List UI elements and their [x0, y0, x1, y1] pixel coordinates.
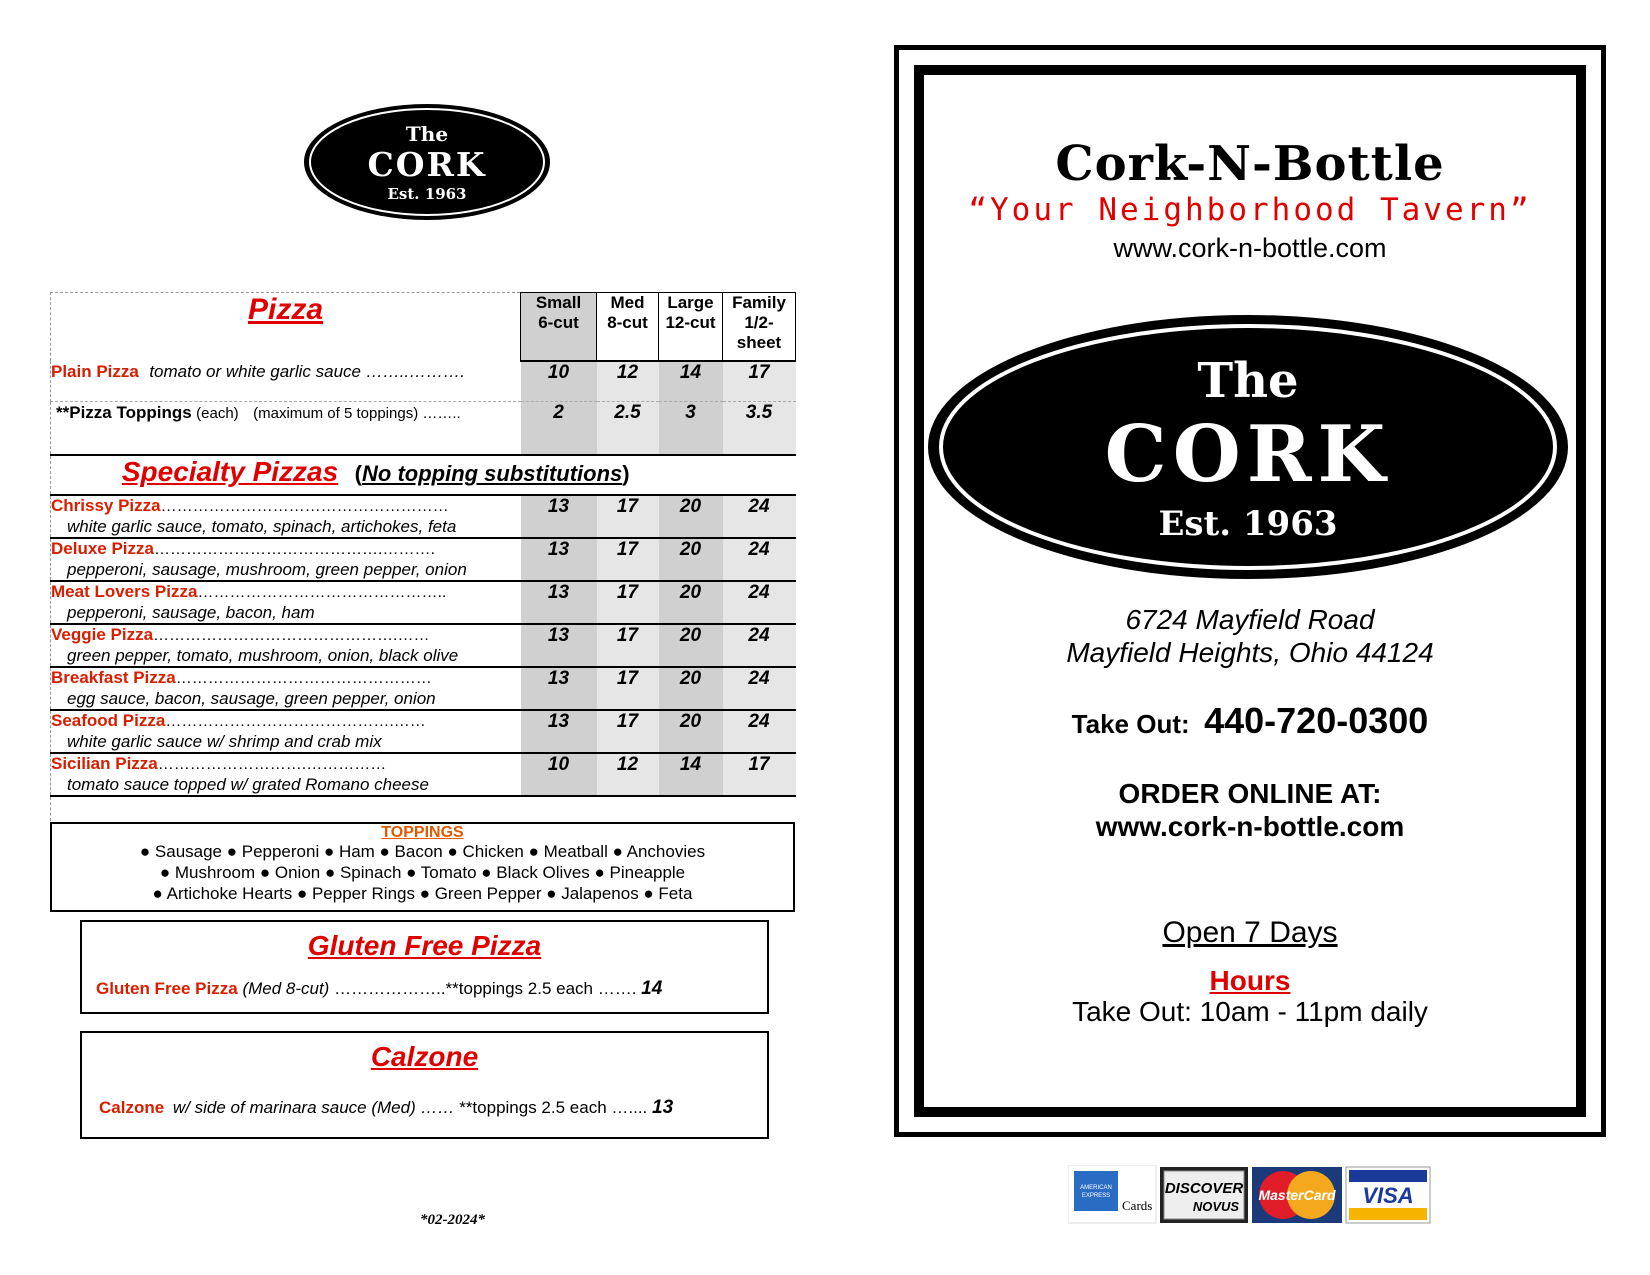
logo-large-cork: CORK [1104, 409, 1392, 500]
website-link[interactable]: www.cork-n-bottle.com [1113, 233, 1387, 263]
specialty-price-family: 24 [723, 538, 796, 581]
order-online [920, 777, 1580, 843]
gluten-free-title: Gluten Free Pizza [307, 930, 542, 961]
phone-number[interactable]: 440-720-0300 [1204, 700, 1429, 741]
specialty-note: (No topping substitutions) [354, 461, 630, 486]
specialty-item-name: Sicilian Pizza [51, 754, 158, 773]
specialty-price-family: 24 [723, 624, 796, 667]
specialty-item-desc: egg sauce, bacon, sausage, green pepper, onion [67, 689, 436, 708]
specialty-item-dots: …………………………………….………. [154, 541, 435, 558]
plain-price-large: 14 [659, 361, 723, 402]
the-cork-logo-small [302, 102, 552, 222]
specialty-item-desc: green pepper, tomato, mushroom, onion, black olive [67, 646, 459, 665]
the-cork-logo-large [926, 313, 1570, 581]
toppings-price-med: 2.5 [597, 402, 659, 456]
tagline: “Your Neighborhood Tavern” [968, 192, 1532, 228]
specialty-price-med: 17 [597, 538, 659, 581]
gluten-free-rest: ………………..**toppings 2.5 each ……. [334, 979, 637, 998]
toppings-max: (maximum of 5 toppings) …….. [253, 405, 461, 422]
specialty-price-large: 20 [659, 624, 723, 667]
open-days: Open 7 Days [1162, 916, 1338, 949]
calzone-desc: w/ side of marinara sauce (Med) …… [172, 1098, 455, 1117]
spacer-row [51, 796, 796, 821]
specialty-price-small: 10 [521, 753, 597, 796]
address [920, 603, 1580, 669]
svg-text:NOVUS: NOVUS [1192, 1199, 1240, 1214]
specialty-price-med: 17 [597, 667, 659, 710]
specialty-item-desc: white garlic sauce, tomato, spinach, artichokes, feta [67, 517, 457, 536]
toppings-price-large: 3 [659, 402, 723, 456]
toppings-each: (each) [196, 405, 239, 422]
hours-title: Hours [1209, 965, 1291, 996]
specialty-item-name: Meat Lovers Pizza [51, 582, 198, 601]
specialty-item-dots: ……………………………………….…… [153, 627, 430, 644]
specialty-item-dots: ……………………….…………… [157, 756, 387, 773]
specialty-item-dots: ……………………………………….. [197, 584, 447, 601]
specialty-item-row [51, 667, 796, 710]
svg-text:DISCOVER: DISCOVER [1164, 1180, 1244, 1197]
svg-text:VISA: VISA [1362, 1183, 1414, 1208]
calzone-title: Calzone [370, 1041, 479, 1072]
specialty-item-dots: …………………………………….…… [165, 713, 426, 730]
specialty-item-desc: tomato sauce topped w/ grated Romano cheese [67, 775, 429, 794]
specialty-item-dots: ………………………………………… [175, 670, 432, 687]
specialty-item-name: Breakfast Pizza [51, 668, 176, 687]
svg-text:EXPRESS: EXPRESS [1081, 1193, 1111, 1199]
calzone-line [99, 1097, 767, 1119]
toppings-price-small: 2 [521, 402, 597, 456]
toppings-title: TOPPINGS [381, 824, 464, 841]
calzone-name: Calzone [99, 1098, 165, 1117]
plain-pizza-desc: tomato or white garlic sauce ……..………. [149, 362, 465, 381]
specialty-price-family: 24 [723, 667, 796, 710]
payment-cards [1068, 1165, 1442, 1225]
plain-pizza-name: Plain Pizza [51, 362, 139, 381]
address-line-1: 6724 Mayfield Road [1125, 604, 1375, 635]
toppings-line-2: ● Mushroom ● Onion ● Spinach ● Tomato ● Black Olives ● Pineapple [159, 863, 686, 882]
specialty-price-small: 13 [521, 710, 597, 753]
brand-name: Cork-N-Bottle [1055, 136, 1445, 192]
pizza-table [50, 292, 796, 821]
specialty-price-small: 13 [521, 495, 597, 538]
specialty-price-large: 20 [659, 710, 723, 753]
specialty-price-med: 17 [597, 581, 659, 624]
toppings-line-3: ● Artichoke Hearts ● Pepper Rings ● Green Pepper ● Jalapenos ● Feta [152, 884, 693, 903]
specialty-header-row [51, 455, 796, 495]
toppings-price-name: **Pizza Toppings [56, 403, 192, 422]
specialty-price-small: 13 [521, 581, 597, 624]
takeout-label: Take Out: [1071, 709, 1190, 739]
specialty-price-med: 17 [597, 624, 659, 667]
svg-text:AMERICAN: AMERICAN [1080, 1185, 1112, 1191]
specialty-item-desc: pepperoni, sausage, bacon, ham [67, 603, 315, 622]
specialty-price-family: 17 [723, 753, 796, 796]
visa-card-icon [1346, 1167, 1430, 1223]
specialty-item-dots: ……………………………………………… [160, 498, 449, 515]
address-line-2: Mayfield Heights, Ohio 44124 [1066, 637, 1434, 668]
size-med-header: Med 8-cut [597, 293, 659, 362]
pizza-title: Pizza [247, 293, 324, 326]
specialty-price-med: 17 [597, 495, 659, 538]
svg-text:Cards: Cards [1122, 1198, 1153, 1213]
pizza-header-row [51, 293, 796, 362]
toppings-price-row [51, 402, 796, 456]
gluten-free-name: Gluten Free Pizza [96, 979, 238, 998]
specialty-price-large: 20 [659, 495, 723, 538]
order-online-label: ORDER ONLINE AT: [1118, 778, 1382, 809]
plain-price-family: 17 [723, 361, 796, 402]
toppings-line-1: ● Sausage ● Pepperoni ● Ham ● Bacon ● Chicken ● Meatball ● Anchovies [139, 842, 706, 861]
specialty-item-desc: white garlic sauce w/ shrimp and crab mix [67, 732, 382, 751]
specialty-price-family: 24 [723, 710, 796, 753]
logo-small-the: The [405, 122, 449, 146]
size-family-header: Family 1/2- sheet [723, 293, 796, 362]
plain-price-small: 10 [521, 361, 597, 402]
specialty-item-desc: pepperoni, sausage, mushroom, green pepper, onion [67, 560, 467, 579]
calzone-price: 13 [652, 1097, 674, 1118]
plain-price-med: 12 [597, 361, 659, 402]
plain-pizza-row [51, 361, 796, 402]
size-small-header: Small 6-cut [521, 293, 597, 362]
gluten-free-price: 14 [641, 978, 663, 999]
logo-small-est: Est. 1963 [387, 185, 467, 203]
specialty-item-name: Veggie Pizza [51, 625, 154, 644]
specialty-list [51, 495, 796, 796]
specialty-item-name: Seafood Pizza [51, 711, 166, 730]
mastercard-card-icon [1252, 1167, 1342, 1223]
amex-card-icon [1068, 1165, 1156, 1223]
size-large-header: Large 12-cut [659, 293, 723, 362]
specialty-price-small: 13 [521, 667, 597, 710]
logo-large-the: The [1197, 353, 1299, 409]
specialty-price-large: 20 [659, 538, 723, 581]
specialty-price-large: 20 [659, 667, 723, 710]
takeout-phone [920, 700, 1580, 742]
order-online-url[interactable]: www.cork-n-bottle.com [1095, 811, 1405, 842]
specialty-item-name: Chrissy Pizza [51, 496, 161, 515]
specialty-item-row [51, 581, 796, 624]
specialty-item-row [51, 538, 796, 581]
specialty-item-name: Deluxe Pizza [51, 539, 154, 558]
hours-text: Take Out: 10am - 11pm daily [1072, 996, 1428, 1027]
logo-small-cork: CORK [367, 145, 487, 184]
toppings-price-family: 3.5 [723, 402, 796, 456]
discover-card-icon [1160, 1167, 1248, 1223]
gluten-free-box [80, 920, 769, 1014]
specialty-price-family: 24 [723, 581, 796, 624]
date-code: *02-2024* [420, 1212, 485, 1228]
specialty-item-row [51, 495, 796, 538]
toppings-box [50, 822, 795, 912]
gluten-free-size: (Med 8-cut) [242, 979, 330, 998]
specialty-price-med: 17 [597, 710, 659, 753]
calzone-box [80, 1031, 769, 1139]
gluten-free-line [96, 978, 767, 1000]
specialty-price-large: 20 [659, 581, 723, 624]
logo-large-est: Est. 1963 [1158, 504, 1338, 544]
specialty-item-row [51, 710, 796, 753]
calzone-rest: **toppings 2.5 each ….... [459, 1098, 648, 1117]
specialty-title: Specialty Pizzas [121, 456, 339, 487]
specialty-price-small: 13 [521, 538, 597, 581]
svg-text:MasterCard: MasterCard [1258, 1187, 1336, 1203]
specialty-price-family: 24 [723, 495, 796, 538]
specialty-price-small: 13 [521, 624, 597, 667]
specialty-item-row [51, 624, 796, 667]
specialty-price-large: 14 [659, 753, 723, 796]
specialty-price-med: 12 [597, 753, 659, 796]
specialty-item-row [51, 753, 796, 796]
